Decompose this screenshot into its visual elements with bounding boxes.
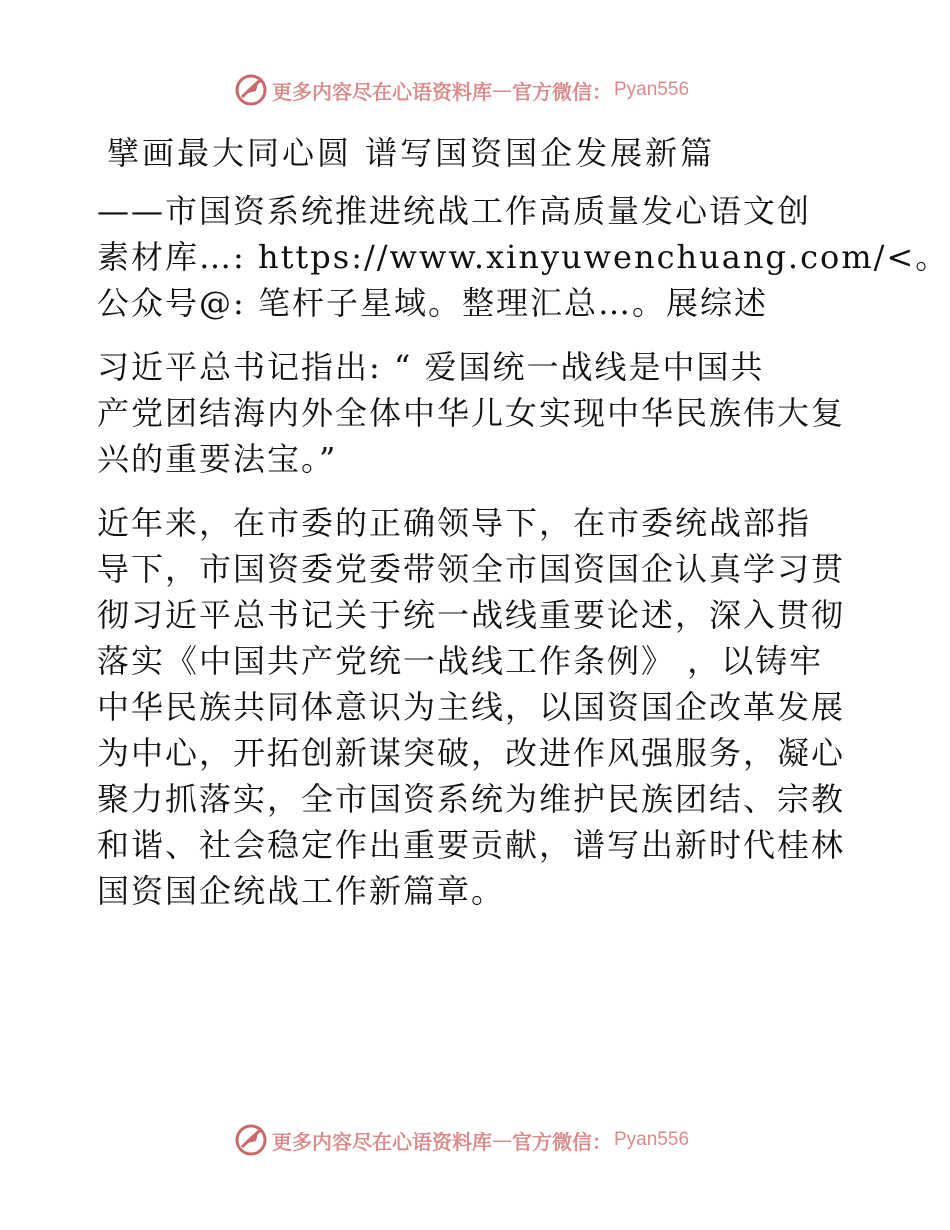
paragraph-line: 聚力抓落实，全市国资系统为维护民族团结、宗教 — [97, 780, 846, 818]
paragraph-line: 国资国企统战工作新篇章。 — [97, 872, 506, 910]
paragraph-line: 彻习近平总书记关于统一战线重要论述，深入贯彻 — [97, 596, 846, 634]
paragraph-line: 中华民族共同体意识为主线，以国资国企改革发展 — [97, 688, 846, 726]
paragraph-line: 兴的重要法宝。” — [97, 440, 338, 478]
header-watermark — [234, 72, 689, 108]
watermark-handle: Pyan556 — [614, 1129, 690, 1150]
quill-circle-logo-icon — [234, 1123, 268, 1157]
document-body — [97, 124, 950, 914]
paragraph-line: 产党团结海内外全体中华儿女实现中华民族伟大复 — [97, 394, 846, 432]
quote-paragraph — [97, 344, 857, 482]
subtitle-line: 素材库…: https://www.xinyuwenchuang.com/<。 — [97, 238, 950, 276]
watermark-handle: Pyan556 — [614, 79, 690, 100]
quill-circle-logo-icon — [234, 73, 268, 107]
watermark-separator: — — [492, 1128, 512, 1152]
paragraph-line: 导下，市国资委党委带领全市国资国企认真学习贯 — [97, 550, 846, 588]
watermark-text: 更多内容尽在心语资料库 — [272, 79, 492, 104]
watermark-label: 官方微信： — [512, 1129, 612, 1154]
paragraph-line: 习近平总书记指出: “ 爱国统一战线是中国共 — [97, 348, 765, 386]
paragraph-line: 近年来，在市委的正确领导下，在市委统战部指 — [97, 504, 812, 542]
watermark-label: 官方微信： — [512, 79, 612, 104]
document-title: 擘画最大同心圆 谱写国资国企发展新篇 — [107, 134, 716, 172]
watermark-text: 更多内容尽在心语资料库 — [272, 1129, 492, 1154]
subtitle-line: ——市国资系统推进统战工作高质量发心语文创 — [97, 192, 812, 230]
paragraph-line: 和谐、社会稳定作出重要贡献，谱写出新时代桂林 — [97, 826, 846, 864]
subtitle-block — [97, 188, 950, 326]
paragraph-line: 为中心，开拓创新谋突破，改进作风强服务，凝心 — [97, 734, 846, 772]
watermark-separator: — — [492, 78, 512, 102]
body-paragraph — [97, 500, 857, 914]
paragraph-line: 落实《中国共产党统一战线工作条例》 ，以铸牢 — [97, 642, 824, 680]
subtitle-line: 公众号@: 笔杆子星域。整理汇总…。展综述 — [97, 284, 768, 322]
footer-watermark — [234, 1122, 689, 1158]
